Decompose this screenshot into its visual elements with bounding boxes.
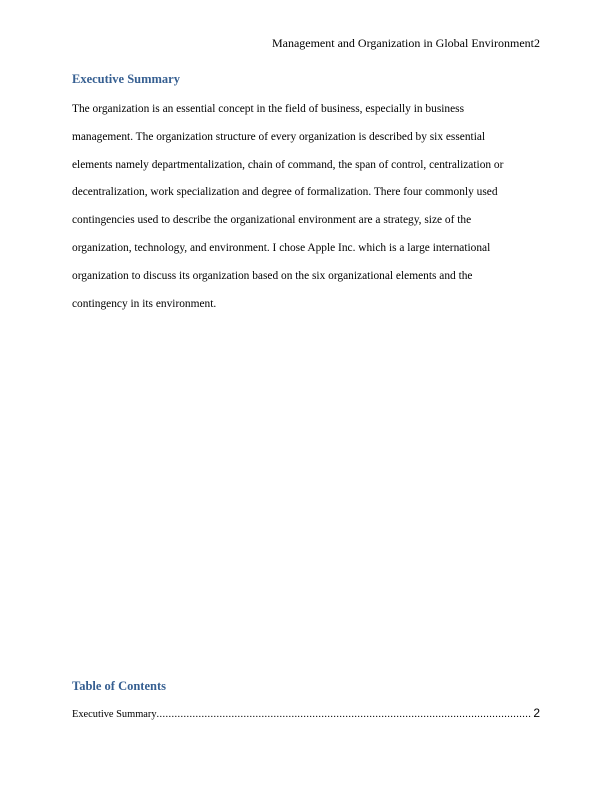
toc-entry-executive-summary[interactable] (72, 705, 540, 721)
toc-entry-title: Executive Summary (72, 709, 157, 720)
page-header: Management and Organization in Global Environment2 (271, 36, 540, 50)
summary-line: organization, technology, and environment. I chose Apple Inc. which is a large international (72, 241, 491, 254)
table-of-contents-heading: Table of Contents (72, 679, 166, 693)
executive-summary-body (72, 96, 540, 318)
summary-line: elements namely departmentalization, chain of command, the span of control, centralization or (72, 158, 504, 171)
summary-line: contingency in its environment. (72, 297, 217, 310)
toc-entry-page-number: 2 (533, 706, 540, 720)
summary-line: contingencies used to describe the organizational environment are a strategy, size of the (72, 214, 472, 227)
summary-line: decentralization, work specialization and degree of formalization. There four commonly used (72, 186, 498, 199)
executive-summary-heading: Executive Summary (72, 72, 180, 86)
summary-line: organization to discuss its organization based on the six organizational elements and the (72, 269, 473, 282)
summary-line: management. The organization structure of every organization is described by six essential (72, 130, 486, 143)
toc-dot-leader (157, 707, 533, 723)
summary-line: The organization is an essential concept in the field of business, especially in business (72, 103, 465, 115)
